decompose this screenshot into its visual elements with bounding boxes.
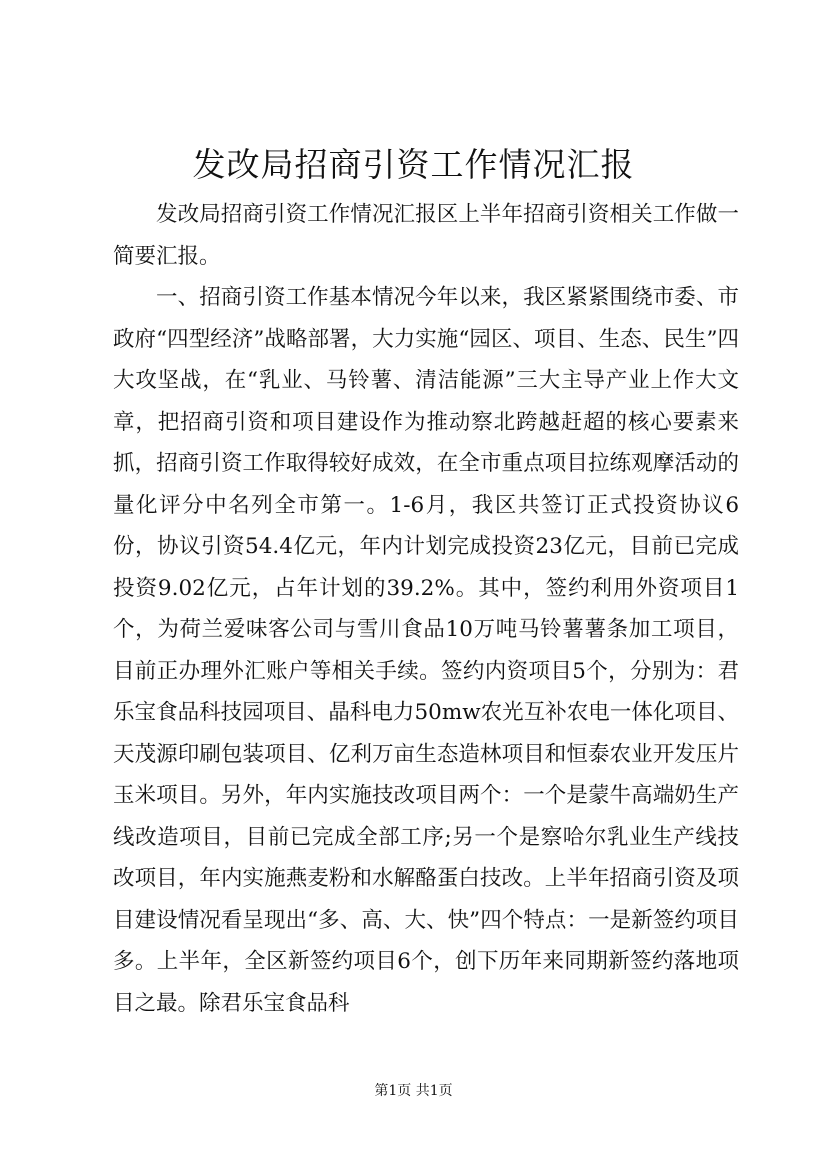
document-title: 发改局招商引资工作情况汇报 <box>192 145 635 184</box>
paragraph-section-one: 一、招商引资工作基本情况今年以来，我区紧紧围绕市委、市政府“四型经济”战略部署，大力实施“园区、项目、生态、民生”四大攻坚战，在“乳业、马铃薯、清洁能源”三大主导产业上作大文章，把招商引资和项目建设作为推动察北跨越赶超的核心要素来抓，招商引资工作取得较好成效，在全市重点项目拉练观摩活动的量化评分中名列全市第一。1-6月，我区共签订正式投资协议6份，协议引资54.4亿元，年内计划完成投资23亿元，目前已完成投资9.02亿元，占年计划的39.2%。其中，签约利用外资项目1个，为荷兰爱味客公司与雪川食品10万吨马铃薯薯条加工项目，目前正办理外汇账户等相关手续。签约内资项目5个，分别为：君乐宝食品科技园项目、晶科电力50mw农光互补农电一体化项目、天茂源印刷包装项目、亿利万亩生态造林项目和恒泰农业开发压片玉米项目。另外，年内实施技改项目两个：一个是蒙牛高端奶生产线改造项目，目前已完成全部工序;另一个是察哈尔乳业生产线技改项目，年内实施燕麦粉和水解酪蛋白技改。上半年招商引资及项目建设情况看呈现出“多、高、大、快”四个特点：一是新签约项目多。上半年，全区新签约项目6个，创下历年来同期新签约落地项目之最。除君乐宝食品科 <box>113 285 739 1016</box>
page-footer: 第1页 共1页 <box>374 1083 453 1099</box>
document-body <box>113 194 739 1024</box>
paragraph-intro: 发改局招商引资工作情况汇报区上半年招商引资相关工作做一简要汇报。 <box>113 202 739 269</box>
